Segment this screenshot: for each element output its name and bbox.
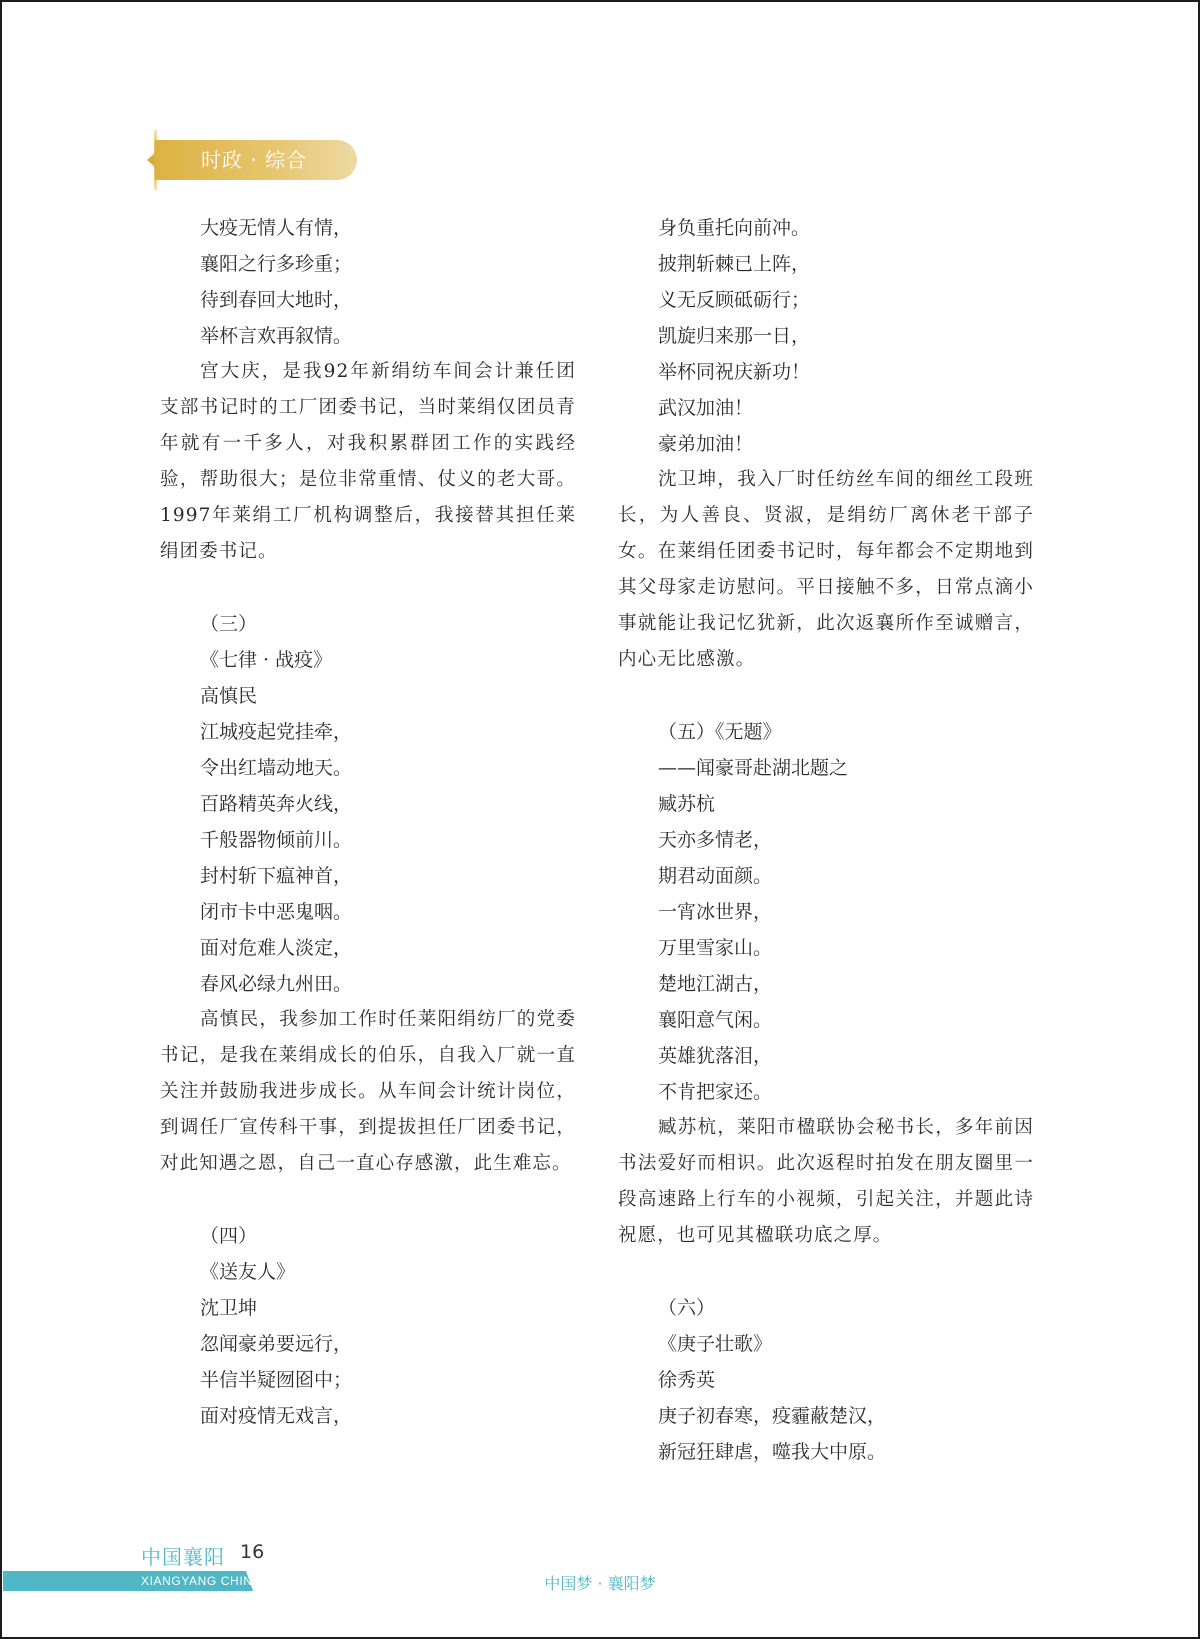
poem-line: 春风必绿九州田。 — [200, 973, 353, 995]
poem-line: 半信半疑囫囵中； — [200, 1369, 353, 1391]
poem-subtitle: ——闻豪哥赴湖北题之 — [658, 757, 849, 779]
poem-line: 期君动面颜。 — [658, 865, 773, 887]
author-note: 臧苏杭，莱阳市楹联协会秘书长，多年前因书法爱好而相识。此次返程时拍发在朋友圈里一段高速路上行车的小视频，引起关注，并题此诗祝愿，也可见其楹联功底之厚。 — [618, 1117, 1034, 1246]
poem-line: 披荆斩棘已上阵， — [658, 253, 811, 275]
poem-author: 臧苏杭 — [658, 793, 716, 815]
poem-line: 待到春回大地时， — [200, 289, 353, 311]
poem-line: 武汉加油！ — [658, 397, 754, 419]
poem-line: 不肯把家还。 — [658, 1081, 773, 1103]
poem-line: 新冠狂肆虐，噬我大中原。 — [658, 1441, 887, 1463]
poem-line: 英雄犹落泪， — [658, 1045, 773, 1067]
poem-line: 凯旋归来那一日， — [658, 325, 811, 347]
poem-title: 《送友人》 — [200, 1261, 296, 1283]
poem-line: 举杯同祝庆新功！ — [658, 361, 811, 383]
magazine-name-en: XIANGYANG CHINA — [141, 1574, 262, 1588]
poem-line: 襄阳意气闲。 — [658, 1009, 773, 1031]
poem-line: 忽闻豪弟要远行， — [200, 1333, 353, 1355]
poem-line: 豪弟加油！ — [658, 433, 754, 455]
poem-line: 义无反顾砥砺行； — [658, 289, 811, 311]
poem-line: 百路精英奔火线， — [200, 793, 353, 815]
poem-line: 面对危难人淡定， — [200, 937, 353, 959]
left-column — [160, 210, 576, 1434]
poem-line: 大疫无情人有情， — [200, 217, 353, 239]
poem-author: 徐秀英 — [658, 1369, 716, 1391]
poem-line: 面对疫情无戏言， — [200, 1405, 353, 1427]
author-note: 高慎民，我参加工作时任莱阳绢纺厂的党委书记，是我在莱绢成长的伯乐，自我入厂就一直关注并鼓励我进步成长。从车间会计统计岗位，到调任厂宣传科干事，到提拔担任厂团委书记，对此知遇之恩，自己一直心存感激，此生难忘。 — [160, 1009, 576, 1174]
poem-line: 身负重托向前冲。 — [658, 217, 811, 239]
poem-line: 千般器物倾前川。 — [200, 829, 353, 851]
magazine-name: 中国襄阳 — [141, 1545, 225, 1569]
section-number: （四） — [200, 1225, 258, 1247]
footer-slogan: 中国梦 · 襄阳梦 — [544, 1574, 656, 1593]
poem-author: 高慎民 — [200, 685, 258, 707]
author-note: 宫大庆，是我92年新绢纺车间会计兼任团支部书记时的工厂团委书记，当时莱绢仅团员青年就有一千多人，对我积累群团工作的实践经验，帮助很大；是位非常重情、仗义的老大哥。1997年莱绢工厂机构调整后，我接替其担任莱绢团委书记。 — [160, 361, 576, 562]
author-note: 沈卫坤，我入厂时任纺丝车间的细丝工段班长，为人善良、贤淑，是绢纺厂离休老干部子女。在莱绢任团委书记时，每年都会不定期地到其父母家走访慰问。平日接触不多，日常点滴小事就能让我记忆犹新，此次返襄所作至诚赠言，内心无比感激。 — [618, 469, 1034, 670]
right-column — [618, 210, 1034, 1470]
poem-line: 庚子初春寒，疫霾蔽楚汉， — [658, 1405, 887, 1427]
poem-line: 万里雪家山。 — [658, 937, 773, 959]
poem-line: 令出红墙动地天。 — [200, 757, 353, 779]
poem-line: 江城疫起党挂牵， — [200, 721, 353, 743]
poem-line: 天亦多情老， — [658, 829, 773, 851]
section-number: （六） — [658, 1297, 716, 1319]
poem-line: 封村斩下瘟神首， — [200, 865, 353, 887]
poem-title: （五）《无题》 — [658, 721, 782, 743]
poem-title: 《庚子壮歌》 — [658, 1333, 773, 1355]
poem-title: 《七律 · 战疫》 — [200, 649, 333, 671]
poem-line: 楚地江湖古， — [658, 973, 773, 995]
poem-line: 襄阳之行多珍重； — [200, 253, 353, 275]
page-number: 16 — [240, 1541, 265, 1563]
section-number: （三） — [200, 613, 258, 635]
poem-line: 一宵冰世界， — [658, 901, 773, 923]
poem-author: 沈卫坤 — [200, 1297, 258, 1319]
poem-line: 举杯言欢再叙情。 — [200, 325, 353, 347]
poem-line: 闭市卡中恶鬼咽。 — [200, 901, 353, 923]
section-tag: 时政 · 综合 — [155, 140, 357, 180]
